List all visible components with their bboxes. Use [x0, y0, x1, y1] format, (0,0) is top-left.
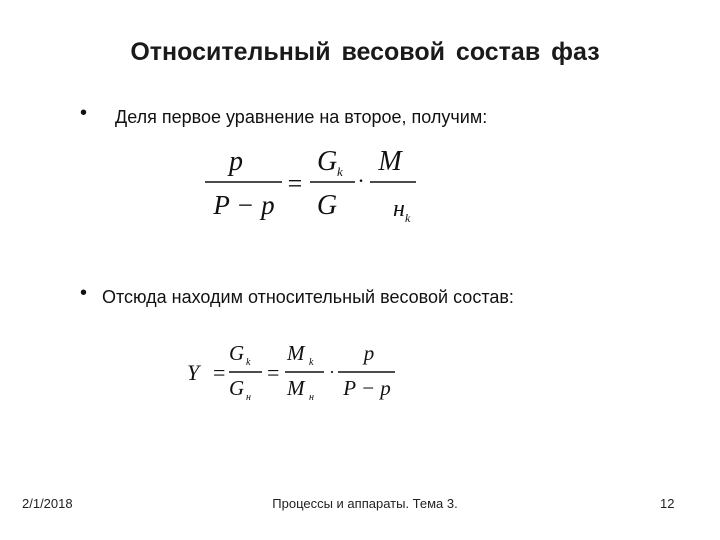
f2-equals-1: =	[213, 360, 226, 385]
f2-frac1-numerator: G	[229, 341, 245, 365]
bullet-icon: •	[80, 102, 88, 124]
f1-equals: =	[287, 169, 303, 198]
f1-left-denominator: P − p	[213, 190, 275, 220]
f1-left-numerator: p	[229, 146, 243, 177]
f2-dot: ·	[329, 362, 335, 382]
formula-1	[200, 140, 430, 232]
footer-title: Процессы и аппараты. Тема 3.	[272, 496, 458, 511]
formula-2	[185, 338, 410, 408]
f2-frac3-denominator: P − p	[343, 376, 391, 400]
f2-equals-2: =	[267, 360, 280, 385]
page-number: 12	[660, 496, 675, 511]
f2-frac2-denominator-sub: н	[309, 392, 314, 403]
f1-mid-denominator: G	[316, 190, 338, 221]
bullet-text-1: Деля первое уравнение на второе, получим:	[115, 107, 488, 127]
f2-frac2-denominator: M	[287, 376, 305, 400]
bullet-text-2: Отсюда находим относительный весовой состав:	[102, 287, 514, 307]
footer-date: 2/1/2018	[22, 496, 73, 511]
bullet-icon: •	[80, 282, 88, 304]
f1-right-numerator: M	[378, 146, 402, 177]
f1-mid-numerator-sub: k	[337, 164, 343, 179]
f2-lhs: Y	[187, 360, 200, 385]
f1-right-denominator: н	[393, 196, 405, 222]
f2-frac1-denominator-sub: н	[246, 392, 251, 403]
slide-title: Относительный весовой состав фаз	[130, 38, 600, 66]
f2-frac2-numerator: M	[287, 341, 305, 365]
f1-dot: ·	[357, 168, 365, 193]
f2-frac1-numerator-sub: k	[246, 357, 251, 368]
f2-frac2-numerator-sub: k	[309, 357, 314, 368]
f2-frac3-numerator: p	[363, 341, 375, 365]
f2-frac1-denominator: G	[229, 376, 245, 400]
f1-right-denominator-sub: k	[405, 211, 411, 225]
f1-mid-numerator: G	[317, 146, 338, 177]
